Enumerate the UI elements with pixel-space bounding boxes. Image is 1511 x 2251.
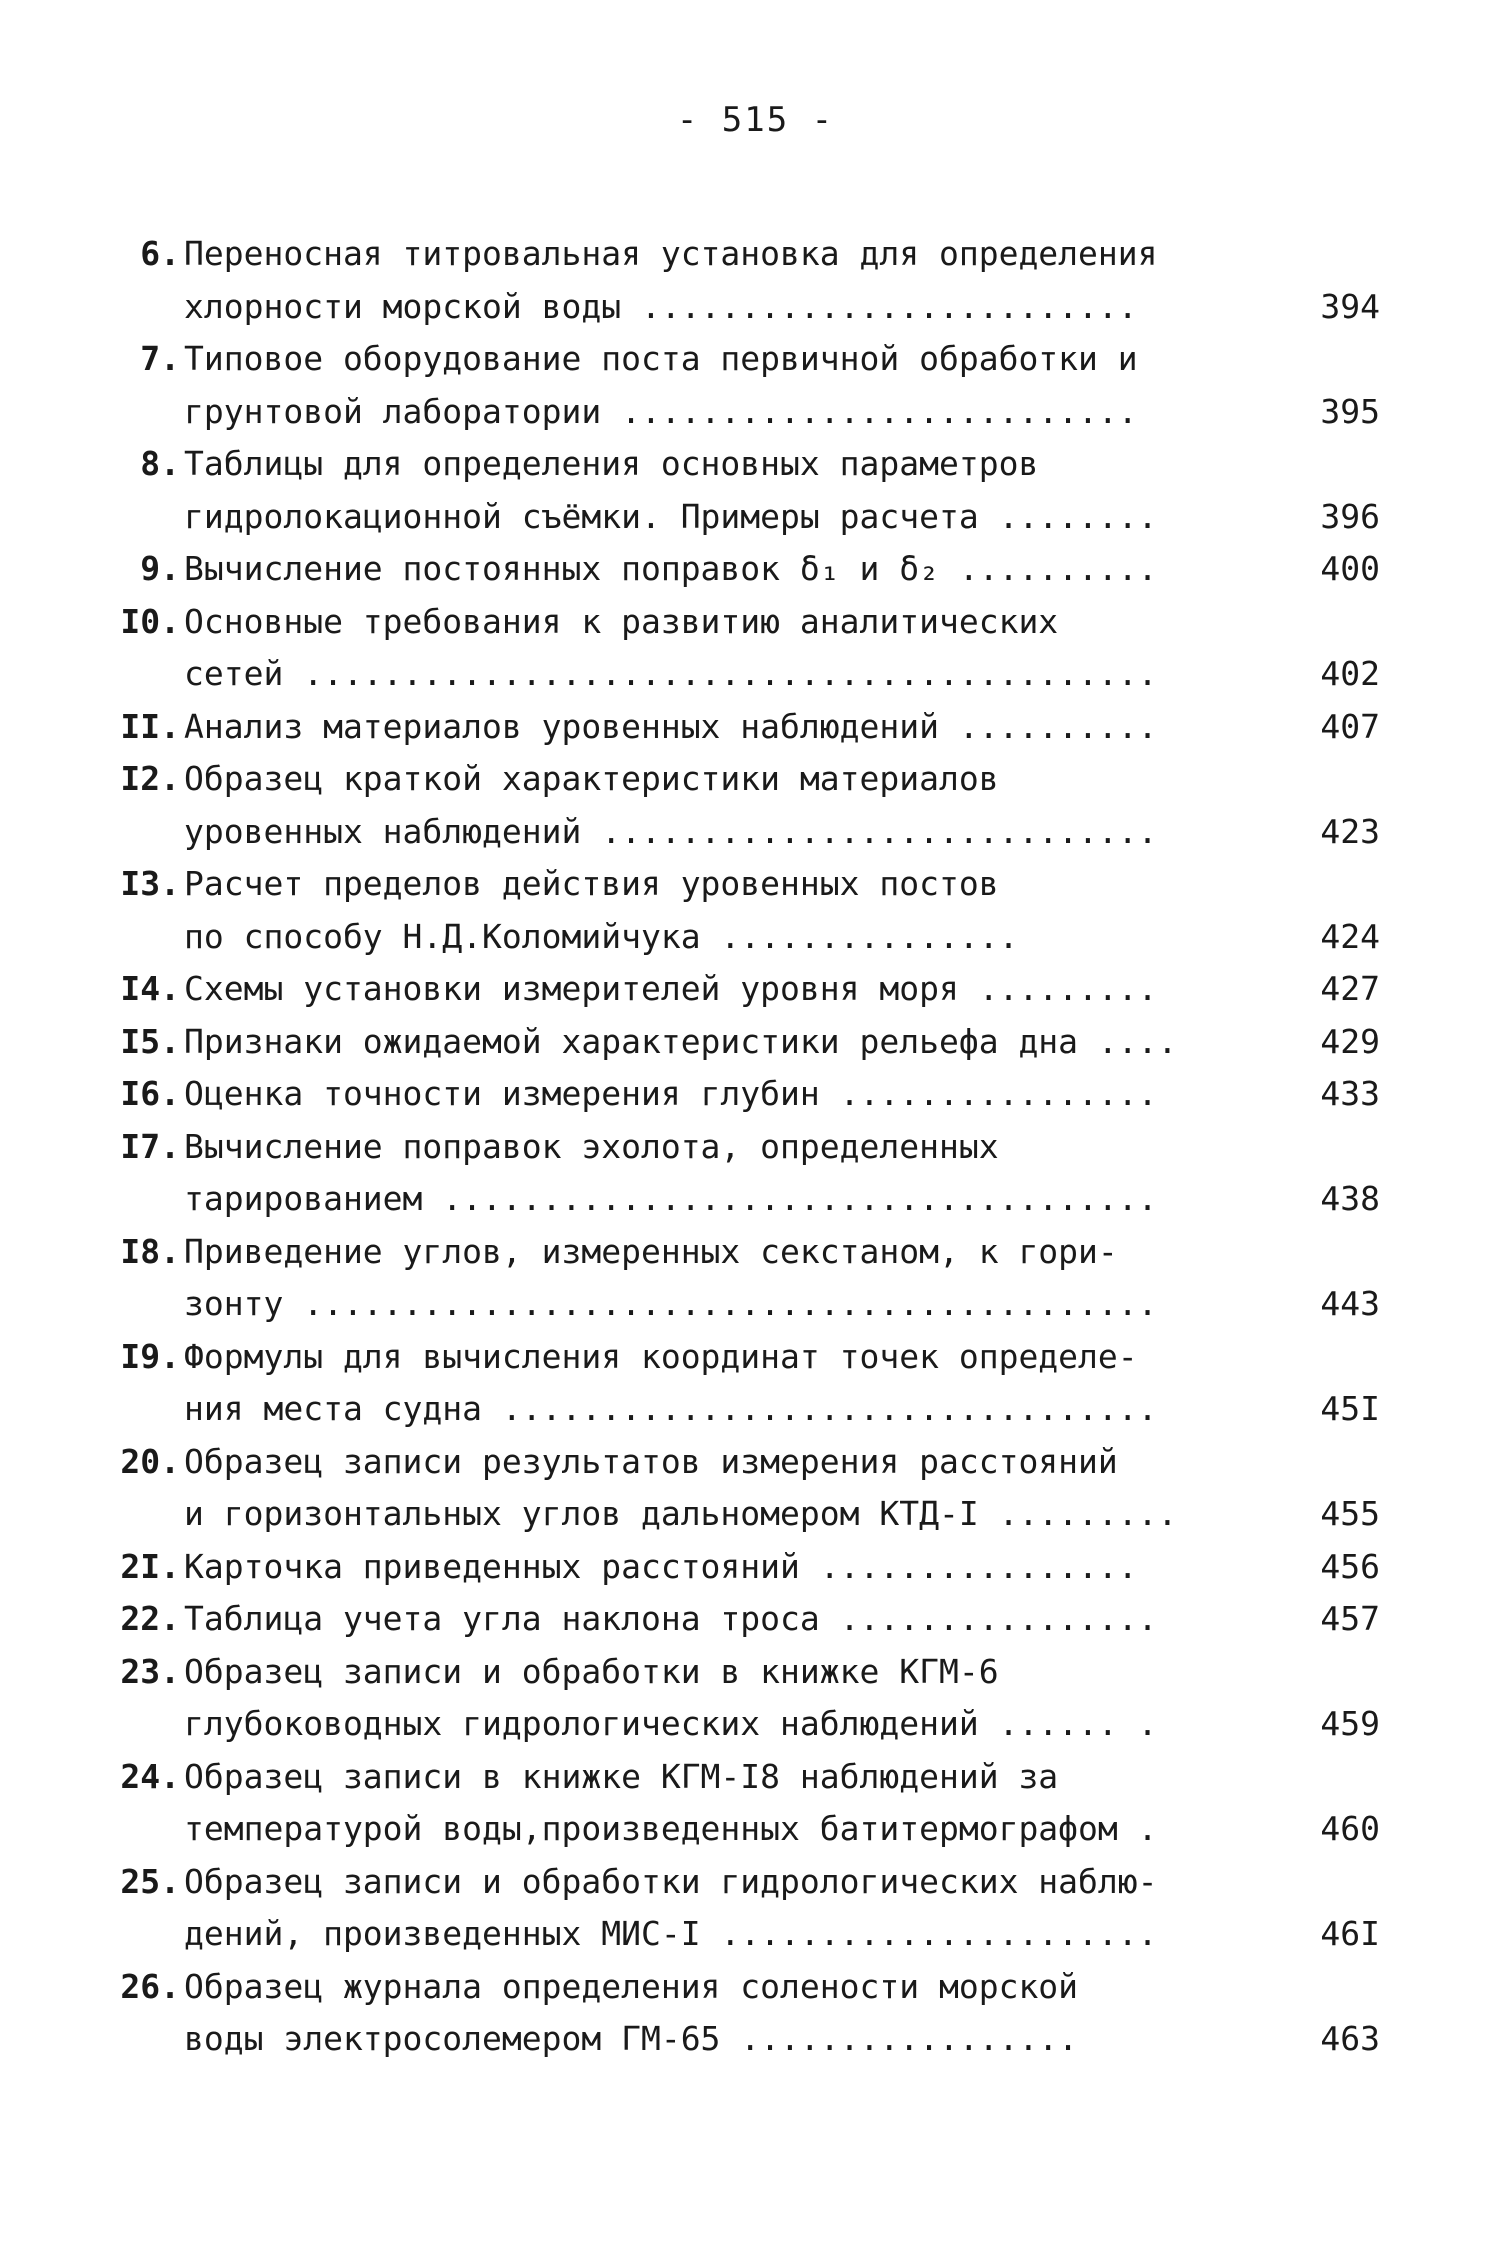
toc-entry-line bbox=[80, 1016, 1380, 1069]
toc-entry-line bbox=[80, 1278, 1380, 1331]
toc-entry bbox=[80, 1961, 1380, 2066]
entry-number: I8. bbox=[120, 1231, 180, 1271]
entry-page-number: 455 bbox=[1320, 1494, 1380, 1533]
entry-number: I3. bbox=[120, 864, 180, 903]
toc-entry-line bbox=[80, 963, 1380, 1016]
toc-entry-line bbox=[80, 1331, 1380, 1384]
entry-page-number: 394 bbox=[1320, 286, 1380, 326]
toc-entry bbox=[80, 438, 1380, 543]
entry-number: I0. bbox=[120, 601, 180, 641]
page-number: - 515 - bbox=[676, 100, 835, 140]
toc-entry-line bbox=[80, 806, 1380, 859]
entry-title-text: Таблицы для определения основных параметров bbox=[184, 444, 1039, 483]
entry-number: II. bbox=[120, 706, 180, 746]
toc-entry-line bbox=[80, 438, 1380, 491]
entry-title-text: Образец журнала определения солености морской bbox=[184, 1966, 1079, 2006]
entry-page-number: 460 bbox=[1320, 1809, 1380, 1848]
entry-title-text: ния места судна ................................. bbox=[184, 1389, 1158, 1428]
entry-page-number: 395 bbox=[1320, 391, 1380, 431]
toc-entry-line bbox=[80, 386, 1380, 439]
toc-entry-line bbox=[80, 491, 1380, 544]
toc-entry-line bbox=[80, 858, 1380, 911]
toc-entry-line bbox=[80, 228, 1380, 281]
entry-title-text: Анализ материалов уровенных наблюдений .......... bbox=[184, 706, 1158, 746]
entry-title-text: Вычисление постоянных поправок δ₁ и δ₂ .......... bbox=[184, 549, 1158, 588]
toc-entry-line bbox=[80, 543, 1380, 596]
entry-number: I6. bbox=[120, 1074, 180, 1113]
entry-title-text: Признаки ожидаемой характеристики рельефа дна .... bbox=[184, 1021, 1178, 1061]
entry-number: 26. bbox=[120, 1966, 180, 2006]
toc-entry bbox=[80, 1541, 1380, 1594]
toc-entry-line bbox=[80, 1488, 1380, 1541]
entry-title-text: сетей ........................................... bbox=[184, 654, 1158, 693]
toc-entry bbox=[80, 1121, 1380, 1226]
toc-entry bbox=[80, 858, 1380, 963]
toc-entry-line bbox=[80, 1908, 1380, 1961]
entry-title-text: Формулы для вычисления координат точек определе- bbox=[184, 1336, 1138, 1376]
entry-number: 24. bbox=[120, 1756, 180, 1796]
toc-entry bbox=[80, 1593, 1380, 1646]
entry-number: I5. bbox=[120, 1021, 180, 1061]
entry-number: 2I. bbox=[120, 1546, 180, 1586]
toc-entry bbox=[80, 701, 1380, 754]
toc-entry bbox=[80, 963, 1380, 1016]
toc-entry-line bbox=[80, 1856, 1380, 1909]
toc-entry bbox=[80, 1068, 1380, 1121]
toc-entry-line bbox=[80, 2013, 1380, 2066]
entry-title-text: Вычисление поправок эхолота, определенных bbox=[184, 1126, 999, 1166]
entry-title-text: Переносная титровальная установка для определения bbox=[184, 234, 1158, 273]
entry-title-text: Таблица учета угла наклона троса ................ bbox=[184, 1599, 1158, 1638]
toc-entry-line bbox=[80, 911, 1380, 964]
toc-entry-line bbox=[80, 333, 1380, 386]
entry-page-number: 429 bbox=[1320, 1021, 1380, 1061]
toc-entry-line bbox=[80, 1751, 1380, 1804]
entry-page-number: 402 bbox=[1320, 654, 1380, 693]
entry-number: I7. bbox=[120, 1126, 180, 1166]
toc-entry bbox=[80, 1751, 1380, 1856]
toc-entry-line bbox=[80, 1803, 1380, 1856]
toc-entry-line bbox=[80, 1436, 1380, 1489]
toc-entry-line bbox=[80, 1698, 1380, 1751]
entry-title-text: воды электросолемером ГМ-65 ................. bbox=[184, 2019, 1079, 2058]
toc-entry bbox=[80, 1226, 1380, 1331]
toc-entry-line bbox=[80, 1226, 1380, 1279]
toc-entry bbox=[80, 1016, 1380, 1069]
entry-title-text: Типовое оборудование поста первичной обработки и bbox=[184, 339, 1138, 378]
entry-title-text: Расчет пределов действия уровенных постов bbox=[184, 864, 999, 903]
toc-entry-line bbox=[80, 1121, 1380, 1174]
toc-entry-line bbox=[80, 1383, 1380, 1436]
entry-page-number: 400 bbox=[1320, 549, 1380, 588]
toc-entry bbox=[80, 228, 1380, 333]
entry-number: 7. bbox=[140, 339, 180, 378]
entry-page-number: 423 bbox=[1320, 811, 1380, 851]
toc-entry bbox=[80, 333, 1380, 438]
toc-entry-line bbox=[80, 753, 1380, 806]
entry-title-text: Основные требования к развитию аналитических bbox=[184, 601, 1059, 641]
entry-page-number: 438 bbox=[1320, 1179, 1380, 1218]
entry-title-text: Образец записи в книжке КГМ-I8 наблюдений за bbox=[184, 1756, 1059, 1796]
toc-entry-line bbox=[80, 1068, 1380, 1121]
entry-page-number: 456 bbox=[1320, 1546, 1380, 1586]
entry-number: 8. bbox=[140, 444, 180, 483]
entry-title-text: глубоководных гидрологических наблюдений ...... . bbox=[184, 1704, 1158, 1743]
entry-page-number: 424 bbox=[1320, 916, 1380, 956]
entry-title-text: температурой воды,произведенных батитермографом . bbox=[184, 1809, 1158, 1848]
entry-page-number: 443 bbox=[1320, 1284, 1380, 1323]
toc-entry bbox=[80, 753, 1380, 858]
entry-title-text: по способу Н.Д.Коломийчука ............... bbox=[184, 916, 1019, 956]
entry-title-text: дений, произведенных МИС-I ...................... bbox=[184, 1914, 1158, 1953]
entry-title-text: грунтовой лаборатории .......................... bbox=[184, 391, 1138, 431]
toc-entry bbox=[80, 1331, 1380, 1436]
entry-title-text: хлорности морской воды ......................... bbox=[184, 286, 1138, 326]
toc-entry bbox=[80, 1646, 1380, 1751]
entry-title-text: Образец записи и обработки гидрологических наблю- bbox=[184, 1861, 1158, 1901]
entry-title-text: Образец записи и обработки в книжке КГМ-6 bbox=[184, 1651, 999, 1691]
toc-entry-line bbox=[80, 1646, 1380, 1699]
entry-title-text: и горизонтальных углов дальномером КТД-I ......... bbox=[184, 1494, 1178, 1533]
entry-page-number: 457 bbox=[1320, 1599, 1380, 1638]
entry-number: 20. bbox=[120, 1441, 180, 1481]
entry-number: 22. bbox=[120, 1599, 180, 1638]
entry-page-number: 396 bbox=[1320, 496, 1380, 536]
toc-entry-line bbox=[80, 648, 1380, 701]
entry-page-number: 463 bbox=[1320, 2019, 1380, 2058]
entry-title-text: Приведение углов, измеренных секстаном, к гори- bbox=[184, 1231, 1118, 1271]
entry-page-number: 459 bbox=[1320, 1704, 1380, 1743]
toc-entry-line bbox=[80, 1961, 1380, 2014]
toc-entry-line bbox=[80, 701, 1380, 754]
toc-entry bbox=[80, 1436, 1380, 1541]
entry-title-text: зонту ........................................... bbox=[184, 1284, 1158, 1323]
toc-entry-line bbox=[80, 1541, 1380, 1594]
entry-number: I2. bbox=[120, 759, 180, 798]
entry-title-text: Образец записи результатов измерения расстояний bbox=[184, 1441, 1118, 1481]
toc-entry-line bbox=[80, 596, 1380, 649]
entry-number: I4. bbox=[120, 969, 180, 1008]
entry-title-text: гидролокационной съёмки. Примеры расчета ........ bbox=[184, 496, 1158, 536]
entry-number: I9. bbox=[120, 1336, 180, 1376]
toc-entry bbox=[80, 596, 1380, 701]
entry-title-text: Схемы установки измерителей уровня моря ......... bbox=[184, 969, 1158, 1008]
entry-title-text: Образец краткой характеристики материалов bbox=[184, 759, 999, 798]
entry-title-text: Карточка приведенных расстояний ................ bbox=[184, 1546, 1138, 1586]
entry-number: 9. bbox=[140, 549, 180, 588]
entry-page-number: 427 bbox=[1320, 969, 1380, 1008]
entry-number: 25. bbox=[120, 1861, 180, 1901]
toc-entry bbox=[80, 1856, 1380, 1961]
toc-entry-line bbox=[80, 1593, 1380, 1646]
toc-entry-line bbox=[80, 281, 1380, 334]
toc-entry bbox=[80, 543, 1380, 596]
entry-number: 23. bbox=[120, 1651, 180, 1691]
entry-number: 6. bbox=[140, 234, 180, 273]
entry-title-text: Оценка точности измерения глубин ................ bbox=[184, 1074, 1158, 1113]
toc-entry-line bbox=[80, 1173, 1380, 1226]
table-of-contents bbox=[80, 228, 1380, 2066]
entry-page-number: 433 bbox=[1320, 1074, 1380, 1113]
entry-page-number: 407 bbox=[1320, 706, 1380, 746]
entry-title-text: тарированием .................................... bbox=[184, 1179, 1158, 1218]
entry-page-number: 45I bbox=[1320, 1389, 1380, 1428]
entry-page-number: 46I bbox=[1320, 1914, 1380, 1953]
entry-title-text: уровенных наблюдений ............................ bbox=[184, 811, 1158, 851]
